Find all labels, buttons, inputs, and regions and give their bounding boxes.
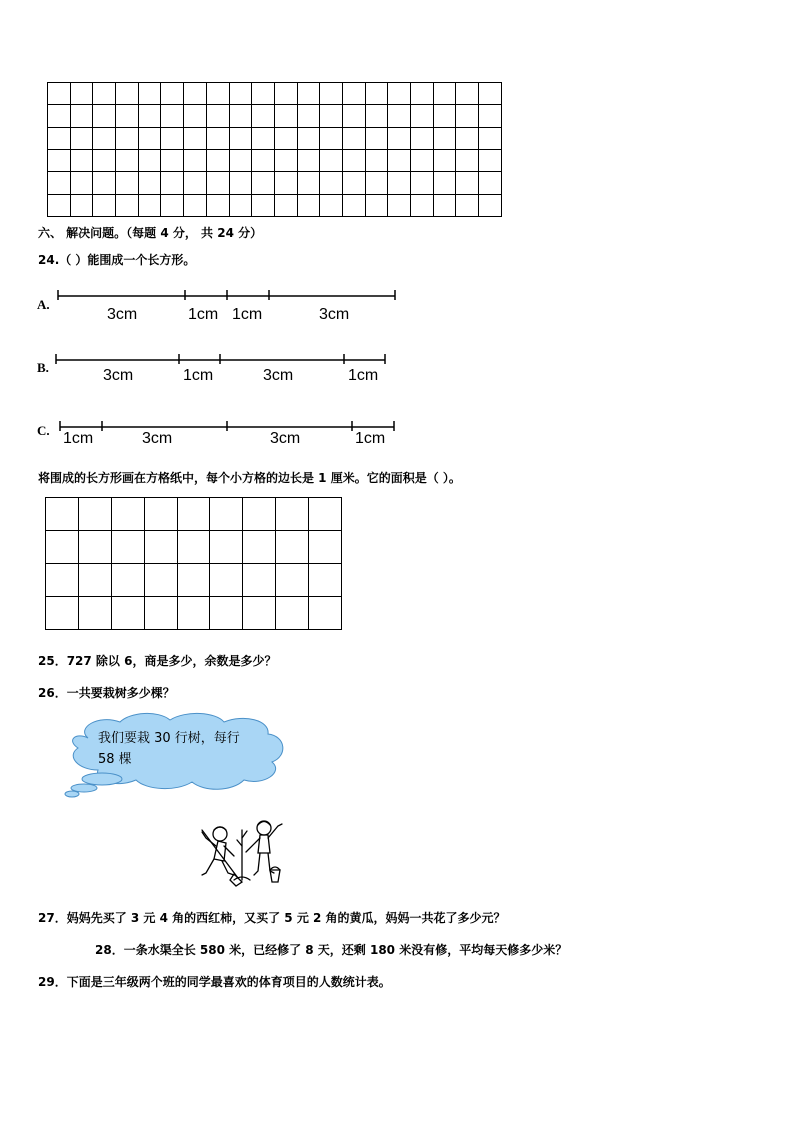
grid-cell [274,172,297,194]
grid-cell [116,83,139,105]
grid-cell [388,194,411,216]
grid-row [46,531,342,564]
grid-cell [456,194,479,216]
grid-row [46,498,342,531]
grid-cell [138,105,161,127]
grid-row [48,149,502,171]
grid-cell [388,105,411,127]
grid-cell [309,564,342,597]
grid-cell [111,597,144,630]
grid-cell [456,127,479,149]
grid-cell [297,127,320,149]
grid-cell [252,105,275,127]
question-28: 28．一条水渠全长 580 米，已经修了 8 天，还剩 180 米没有修，平均每天修多少米？ [95,943,568,957]
grid-cell [433,149,456,171]
grid-cell [184,149,207,171]
option-c-segments [57,419,397,433]
section-heading: 六、 解决问题。（每题 4 分， 共 24 分） [38,226,263,240]
grid-cell [229,194,252,216]
grid-cell [177,531,210,564]
option-c-seg1: 1cm [63,430,94,447]
grid-cell [274,149,297,171]
grid-cell [320,149,343,171]
grid-cell [388,83,411,105]
top-grid-paper [47,82,502,217]
grid-row [46,597,342,630]
grid-cell [138,149,161,171]
grid-cell [229,127,252,149]
grid-cell [161,127,184,149]
grid-cell [93,149,116,171]
grid-cell [229,83,252,105]
grid-cell [116,105,139,127]
option-a-seg3: 1cm [232,306,263,323]
grid-row [48,172,502,194]
grid-cell [48,194,71,216]
grid-cell [184,172,207,194]
grid-cell [70,105,93,127]
grid-cell [229,105,252,127]
grid-cell [342,83,365,105]
cloud-text: 我们要栽 30 行树，每行 58 棵 [98,731,240,767]
grid-cell [309,498,342,531]
grid-cell [479,83,502,105]
option-a-seg2: 1cm [188,306,219,323]
grid-cell [48,105,71,127]
grid-cell [342,172,365,194]
grid-cell [111,564,144,597]
question-26: 26．一共要栽树多少棵？ [38,686,175,700]
grid-cell [93,194,116,216]
grid-cell [144,597,177,630]
grid-cell [177,564,210,597]
grid-cell [456,149,479,171]
grid-cell [78,564,111,597]
option-c-seg2: 3cm [142,430,173,447]
grid-cell [365,83,388,105]
grid-cell [144,564,177,597]
grid-cell [342,194,365,216]
grid-cell [177,597,210,630]
option-a-segments [55,288,400,302]
grid-cell [138,172,161,194]
option-a-seg4: 3cm [319,306,350,323]
answer-grid-paper [45,497,342,630]
grid-cell [78,498,111,531]
grid-cell [161,105,184,127]
question-24-followup: 将围成的长方形画在方格纸中，每个小方格的边长是 1 厘米。它的面积是（ ）。 [38,471,461,485]
grid-cell [210,498,243,531]
grid-cell [138,194,161,216]
grid-cell [342,127,365,149]
grid-cell [206,127,229,149]
question-25: 25．727 除以 6，商是多少，余数是多少？ [38,654,277,668]
grid-cell [433,105,456,127]
grid-cell [252,194,275,216]
grid-cell [388,127,411,149]
grid-cell [46,564,79,597]
grid-cell [342,149,365,171]
grid-cell [388,172,411,194]
grid-row [48,83,502,105]
grid-cell [411,149,434,171]
grid-cell [144,498,177,531]
grid-cell [274,127,297,149]
grid-cell [297,172,320,194]
grid-cell [206,172,229,194]
grid-cell [177,498,210,531]
grid-cell [70,127,93,149]
grid-cell [252,83,275,105]
grid-cell [138,83,161,105]
grid-cell [433,194,456,216]
grid-cell [274,105,297,127]
grid-cell [116,127,139,149]
grid-cell [116,194,139,216]
grid-cell [70,149,93,171]
grid-cell [116,172,139,194]
grid-cell [365,149,388,171]
grid-cell [48,83,71,105]
grid-cell [276,531,309,564]
grid-cell [93,172,116,194]
grid-cell [144,531,177,564]
grid-cell [297,149,320,171]
grid-cell [229,149,252,171]
grid-cell [48,149,71,171]
grid-cell [456,83,479,105]
grid-cell [229,172,252,194]
grid-cell [456,172,479,194]
grid-cell [297,105,320,127]
grid-cell [479,149,502,171]
grid-cell [252,149,275,171]
option-c-seg4: 1cm [355,430,386,447]
option-b-segments [53,352,393,366]
grid-cell [184,105,207,127]
question-27: 27．妈妈先买了 3 元 4 角的西红柿，又买了 5 元 2 角的黄瓜，妈妈一共花了多少元？ [38,911,506,925]
grid-cell [161,149,184,171]
grid-cell [111,531,144,564]
grid-cell [411,83,434,105]
grid-cell [93,127,116,149]
question-24: 24.（ ）能围成一个长方形。 [38,253,196,267]
grid-cell [161,194,184,216]
grid-cell [309,531,342,564]
grid-cell [479,172,502,194]
grid-cell [206,83,229,105]
grid-cell [274,194,297,216]
grid-cell [70,194,93,216]
grid-cell [479,105,502,127]
grid-cell [479,127,502,149]
kids-planting-tree-illustration [194,816,286,888]
grid-cell [48,172,71,194]
grid-cell [70,83,93,105]
grid-cell [276,597,309,630]
option-c-seg3: 3cm [270,430,301,447]
grid-cell [297,194,320,216]
grid-cell [411,194,434,216]
grid-cell [365,105,388,127]
option-b-label: B. [37,360,49,375]
grid-cell [433,83,456,105]
grid-row [48,127,502,149]
option-b-seg1: 3cm [103,367,134,384]
grid-cell [411,105,434,127]
grid-cell [161,83,184,105]
grid-cell [365,172,388,194]
option-b-seg4: 1cm [348,367,379,384]
grid-cell [456,105,479,127]
option-b-seg2: 1cm [183,367,214,384]
grid-cell [274,83,297,105]
grid-cell [320,127,343,149]
grid-cell [342,105,365,127]
grid-row [48,194,502,216]
grid-cell [276,564,309,597]
grid-cell [138,127,161,149]
grid-cell [210,597,243,630]
option-a-seg1: 3cm [107,306,138,323]
grid-cell [411,172,434,194]
grid-cell [320,194,343,216]
option-c-label: C. [37,423,50,438]
grid-cell [206,194,229,216]
grid-cell [243,531,276,564]
grid-cell [48,127,71,149]
grid-cell [388,149,411,171]
grid-cell [243,498,276,531]
grid-cell [243,597,276,630]
grid-cell [46,597,79,630]
grid-cell [433,172,456,194]
grid-cell [46,531,79,564]
grid-cell [46,498,79,531]
grid-cell [320,83,343,105]
grid-cell [276,498,309,531]
grid-cell [184,127,207,149]
grid-cell [365,127,388,149]
grid-cell [252,127,275,149]
grid-cell [161,172,184,194]
grid-cell [111,498,144,531]
grid-cell [93,83,116,105]
grid-cell [297,83,320,105]
grid-cell [206,149,229,171]
grid-cell [320,172,343,194]
question-29: 29．下面是三年级两个班的同学最喜欢的体育项目的人数统计表。 [38,975,391,989]
grid-cell [70,172,93,194]
grid-cell [320,105,343,127]
option-a-label: A. [37,297,50,312]
grid-cell [184,194,207,216]
option-b-seg3: 3cm [263,367,294,384]
grid-cell [210,564,243,597]
grid-cell [433,127,456,149]
grid-cell [184,83,207,105]
grid-cell [93,105,116,127]
grid-row [46,564,342,597]
grid-cell [206,105,229,127]
grid-cell [479,194,502,216]
grid-cell [411,127,434,149]
grid-cell [116,149,139,171]
grid-cell [252,172,275,194]
grid-cell [210,531,243,564]
grid-cell [309,597,342,630]
grid-cell [78,597,111,630]
grid-cell [243,564,276,597]
grid-cell [78,531,111,564]
grid-row [48,105,502,127]
grid-cell [365,194,388,216]
